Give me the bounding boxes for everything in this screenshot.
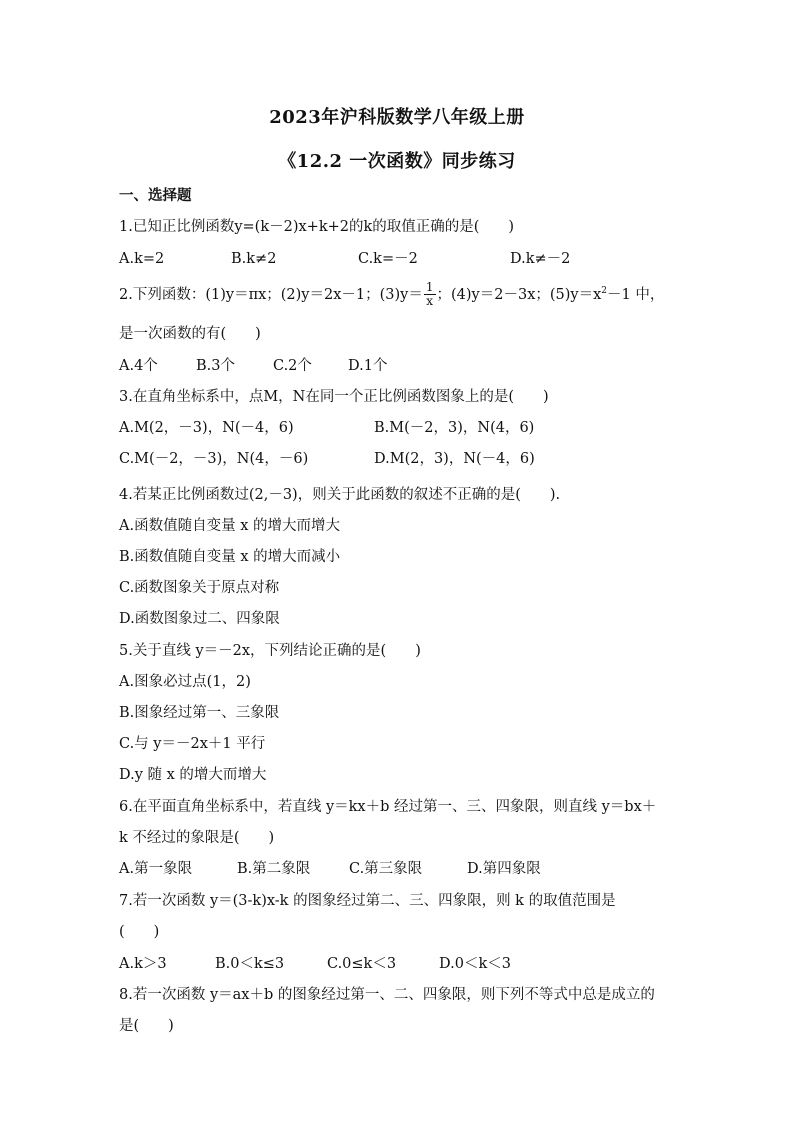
question-1-options	[119, 247, 570, 268]
q6-option-b: B.第二象限	[237, 861, 311, 877]
q5-option-c: C.与 y＝－2x＋1 平行	[119, 736, 266, 752]
question-3-options-row1	[119, 416, 534, 437]
question-8-stem-line2: 是( )	[119, 1018, 174, 1034]
q7-option-d: D.0＜k＜3	[439, 956, 511, 972]
question-7-stem: 7.若一次函数 y＝(3-k)x-k 的图象经过第二、三、四象限，则 k 的取值范围是	[119, 893, 616, 909]
question-6-stem-line2: k 不经过的象限是( )	[119, 830, 275, 846]
q6-option-a: A.第一象限	[119, 861, 193, 877]
q2-stem-part-a: 2.下列函数：(1)y＝πx；(2)y＝2x－1；(3)y＝	[119, 286, 423, 303]
document-title: 2023年沪科版数学八年级上册	[269, 107, 525, 128]
question-7-stem-line2: ( )	[119, 924, 160, 940]
q2-option-a: A.4个	[119, 358, 158, 374]
q4-option-d: D.函数图象过二、四象限	[119, 611, 280, 627]
document-subtitle: 《12.2 一次函数》同步练习	[278, 151, 516, 172]
q2-option-d: D.1个	[348, 358, 388, 374]
q6-option-c: C.第三象限	[349, 861, 423, 877]
question-1-stem: 1.已知正比例函数y=(k－2)x+k+2的k的取值正确的是( )	[119, 219, 515, 235]
q6-option-d: D.第四象限	[467, 861, 541, 877]
question-6-options	[119, 857, 541, 878]
q4-option-a: A.函数值随自变量 x 的增大而增大	[119, 518, 340, 534]
q3-option-a: A.M(2，－3)，N(－4，6)	[119, 420, 294, 436]
question-2-stem-line2: 是一次函数的有( )	[119, 326, 261, 342]
question-3-options-row2	[119, 447, 535, 468]
q1-option-d: D.k≠－2	[510, 251, 571, 267]
q1-option-b: B.k≠2	[231, 251, 277, 267]
q2-option-c: C.2个	[273, 358, 312, 374]
q7-option-b: B.0＜k≤3	[215, 956, 285, 972]
q2-option-b: B.3个	[196, 358, 235, 374]
q2-exponent: 2	[601, 286, 608, 296]
question-5-stem: 5.关于直线 y＝－2x，下列结论正确的是( )	[119, 643, 421, 659]
q5-option-b: B.图象经过第一、三象限	[119, 705, 280, 721]
question-4-stem: 4.若某正比例函数过(2,－3)，则关于此函数的叙述不正确的是( ).	[119, 487, 561, 503]
q5-option-a: A.图象必过点(1，2)	[119, 674, 251, 690]
fraction-denominator: x	[426, 294, 434, 309]
question-8-stem: 8.若一次函数 y＝ax＋b 的图象经过第一、二、四象限，则下列不等式中总是成立的	[119, 987, 655, 1003]
q2-stem-part-c: －1 中，	[607, 286, 665, 303]
q1-option-a: A.k=2	[119, 251, 165, 267]
question-2-options	[119, 354, 387, 375]
fraction-numerator: 1	[425, 280, 434, 295]
q3-option-c: C.M(－2，－3)，N(4，－6)	[119, 451, 309, 467]
q3-option-d: D.M(2，3)，N(－4，6)	[374, 451, 535, 467]
q3-option-b: B.M(－2，3)，N(4，6)	[374, 420, 535, 436]
question-3-stem: 3.在直角坐标系中，点M，N在同一个正比例函数图象上的是( )	[119, 389, 549, 405]
question-7-options	[119, 952, 511, 973]
q1-option-c: C.k=－2	[358, 251, 418, 267]
q2-stem-part-b: ；(4)y＝2－3x；(5)y＝x	[436, 286, 602, 303]
q4-option-c: C.函数图象关于原点对称	[119, 580, 280, 596]
q7-option-c: C.0≤k＜3	[327, 956, 397, 972]
question-6-stem: 6.在平面直角坐标系中，若直线 y＝kx＋b 经过第一、三、四象限，则直线 y＝bx＋	[119, 799, 657, 815]
q7-option-a: A.k＞3	[119, 956, 167, 972]
q5-option-d: D.y 随 x 的增大而增大	[119, 767, 267, 783]
section-heading: 一、选择题	[119, 187, 192, 204]
question-2-stem	[119, 278, 664, 308]
fraction-one-over-x	[424, 281, 436, 308]
q4-option-b: B.函数值随自变量 x 的增大而减小	[119, 549, 341, 565]
